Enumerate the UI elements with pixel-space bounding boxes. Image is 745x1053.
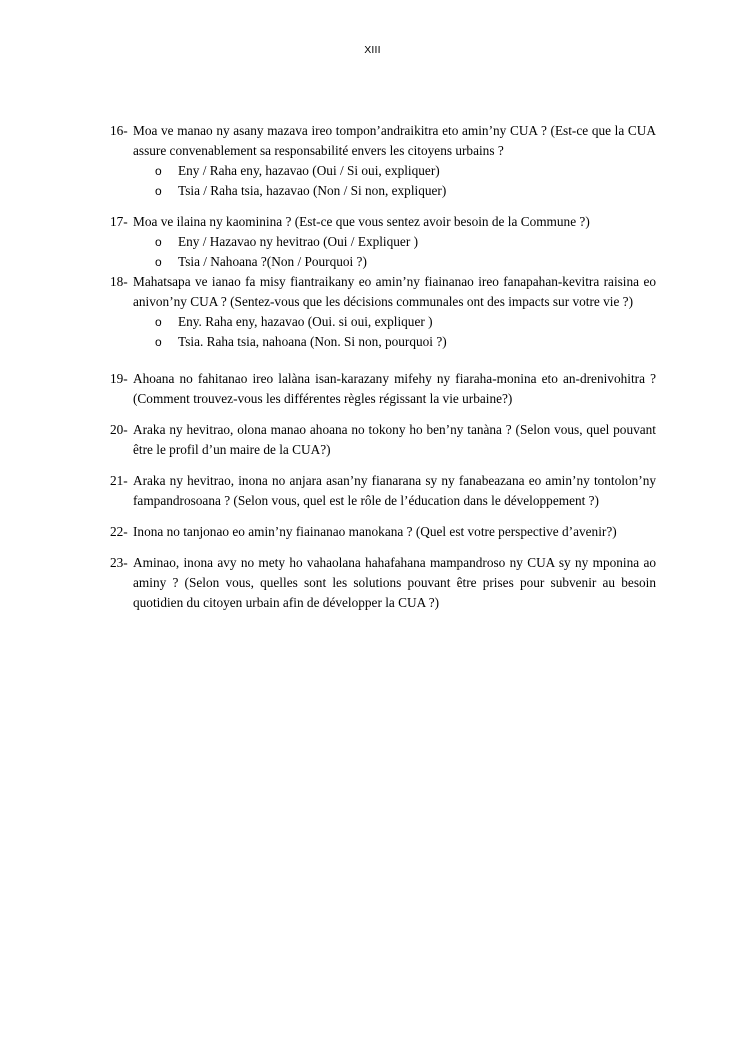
question-17	[110, 212, 656, 272]
option-text: Tsia / Raha tsia, hazavao (Non / Si non, expliquer)	[178, 183, 447, 198]
bullet-icon: o	[155, 164, 162, 178]
answer-option	[155, 332, 656, 352]
question-number: 22-	[110, 524, 128, 539]
question-number: 19-	[110, 371, 128, 386]
question-number: 21-	[110, 473, 128, 488]
question-text: Araka ny hevitrao, olona manao ahoana no tokony ho ben’ny tanàna ? (Selon vous, quel pouvant être le profil d’un maire de la CUA?)	[133, 422, 656, 457]
answer-option	[155, 161, 656, 181]
option-text: Tsia / Nahoana ?(Non / Pourquoi ?)	[178, 254, 367, 269]
bullet-icon: o	[155, 335, 162, 349]
answer-option	[155, 252, 656, 272]
question-number: 16-	[110, 123, 128, 138]
bullet-icon: o	[155, 255, 162, 269]
option-text: Tsia. Raha tsia, nahoana (Non. Si non, pourquoi ?)	[178, 334, 447, 349]
question-text: Moa ve ilaina ny kaominina ? (Est-ce que vous sentez avoir besoin de la Commune ?)	[133, 214, 590, 229]
question-21	[110, 471, 656, 511]
question-text: Moa ve manao ny asany mazava ireo tompon’andraikitra eto amin’ny CUA ? (Est-ce que la CUA assure convenablement sa responsabilité envers les citoyens urbains ?	[133, 123, 656, 158]
question-number: 20-	[110, 422, 128, 437]
question-number: 23-	[110, 555, 128, 570]
question-text: Aminao, inona avy no mety ho vahaolana hahafahana mampandroso ny CUA sy ny mponina ao aminy ? (Selon vous, quelles sont les solutions pouvant être prises pour subvenir au besoin quotidien du citoyen urbain afin de développer la CUA ?)	[133, 555, 656, 610]
question-text: Araka ny hevitrao, inona no anjara asan’ny fianarana sy ny fanabeazana eo amin’ny tontolon’ny fampandrosoana ? (Selon vous, quel est le rôle de l’éducation dans le développement ?)	[133, 473, 656, 508]
answer-option	[155, 312, 656, 332]
answer-option	[155, 232, 656, 252]
question-19	[110, 369, 656, 409]
option-text: Eny / Hazavao ny hevitrao (Oui / Expliquer )	[178, 234, 419, 249]
question-number: 17-	[110, 214, 128, 229]
answer-option	[155, 181, 656, 201]
bullet-icon: o	[155, 184, 162, 198]
question-text: Mahatsapa ve ianao fa misy fiantraikany eo amin’ny fiainanao ireo fanapahan-kevitra raisina eo anivon’ny CUA ? (Sentez-vous que les décisions communales ont des impacts sur votre vie ?)	[133, 274, 656, 309]
question-20	[110, 420, 656, 460]
bullet-icon: o	[155, 235, 162, 249]
question-22	[110, 522, 656, 542]
question-number: 18-	[110, 274, 128, 289]
question-18	[110, 272, 656, 352]
question-text: Inona no tanjonao eo amin’ny fiainanao manokana ? (Quel est votre perspective d’avenir?)	[133, 524, 617, 539]
option-text: Eny. Raha eny, hazavao (Oui. si oui, expliquer )	[178, 314, 433, 329]
answer-options	[133, 161, 656, 201]
bullet-icon: o	[155, 315, 162, 329]
question-text: Ahoana no fahitanao ireo lalàna isan-karazany mifehy ny fiaraha-monina eto an-drenivohitra ? (Comment trouvez-vous les différentes règles régissant la vie urbaine?)	[133, 371, 656, 406]
question-list	[110, 121, 656, 613]
question-23	[110, 553, 656, 613]
question-16	[110, 121, 656, 201]
answer-options	[133, 232, 656, 272]
answer-options	[133, 312, 656, 352]
option-text: Eny / Raha eny, hazavao (Oui / Si oui, expliquer)	[178, 163, 440, 178]
page-number: XIII	[364, 44, 381, 56]
